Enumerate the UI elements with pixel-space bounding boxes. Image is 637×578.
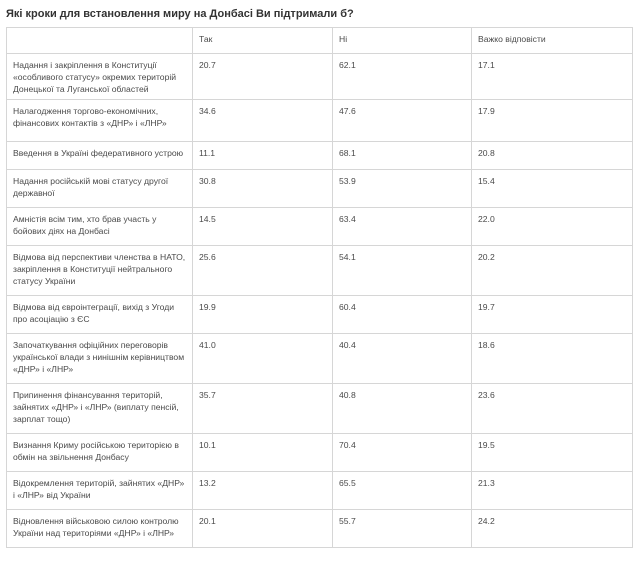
- value-hard-to-say: 22.0: [472, 208, 633, 246]
- value-no: 40.8: [333, 384, 472, 434]
- row-label: Відновлення військовою силою контролю України над територіями «ДНР» і «ЛНР»: [7, 510, 193, 548]
- value-yes: 20.1: [193, 510, 333, 548]
- value-yes: 10.1: [193, 434, 333, 472]
- table-header-row: [7, 28, 633, 54]
- value-yes: 41.0: [193, 334, 333, 384]
- table-row: [7, 142, 633, 170]
- row-label: Започаткування офіційних переговорів української влади з нинішнім керівництвом «ДНР» і «ЛНР»: [7, 334, 193, 384]
- value-no: 68.1: [333, 142, 472, 170]
- table-row: [7, 208, 633, 246]
- table-row: [7, 296, 633, 334]
- table-row: [7, 334, 633, 384]
- value-no: 63.4: [333, 208, 472, 246]
- value-no: 53.9: [333, 170, 472, 208]
- column-header-measure: [7, 28, 193, 54]
- table-row: [7, 54, 633, 100]
- value-yes: 30.8: [193, 170, 333, 208]
- row-label: Налагодження торгово-економічних, фінансових контактів з «ДНР» і «ЛНР»: [7, 100, 193, 142]
- value-yes: 11.1: [193, 142, 333, 170]
- value-no: 54.1: [333, 246, 472, 296]
- value-hard-to-say: 17.9: [472, 100, 633, 142]
- table-row: [7, 434, 633, 472]
- value-hard-to-say: 19.7: [472, 296, 633, 334]
- survey-table: [6, 27, 633, 548]
- table-row: [7, 100, 633, 142]
- row-label: Припинення фінансування територій, зайнятих «ДНР» і «ЛНР» (виплату пенсій, зарплат тощо): [7, 384, 193, 434]
- value-yes: 25.6: [193, 246, 333, 296]
- table-row: [7, 510, 633, 548]
- value-no: 60.4: [333, 296, 472, 334]
- table-row: [7, 246, 633, 296]
- table-row: [7, 170, 633, 208]
- value-yes: 14.5: [193, 208, 333, 246]
- table-row: [7, 384, 633, 434]
- row-label: Відокремлення територій, зайнятих «ДНР» і «ЛНР» від України: [7, 472, 193, 510]
- value-hard-to-say: 18.6: [472, 334, 633, 384]
- value-yes: 13.2: [193, 472, 333, 510]
- value-no: 62.1: [333, 54, 472, 100]
- table-row: [7, 472, 633, 510]
- row-label: Амністія всім тим, хто брав участь у бойових діях на Донбасі: [7, 208, 193, 246]
- value-hard-to-say: 23.6: [472, 384, 633, 434]
- page-title: Які кроки для встановлення миру на Донбасі Ви підтримали б?: [6, 8, 354, 20]
- value-no: 70.4: [333, 434, 472, 472]
- value-no: 65.5: [333, 472, 472, 510]
- value-hard-to-say: 21.3: [472, 472, 633, 510]
- value-hard-to-say: 17.1: [472, 54, 633, 100]
- value-no: 47.6: [333, 100, 472, 142]
- value-no: 55.7: [333, 510, 472, 548]
- row-label: Надання і закріплення в Конституції «особливого статусу» окремих територій Донецької та Луганської областей: [7, 54, 193, 100]
- value-hard-to-say: 15.4: [472, 170, 633, 208]
- value-hard-to-say: 24.2: [472, 510, 633, 548]
- row-label: Відмова від євроінтеграції, вихід з Угоди про асоціацію з ЄС: [7, 296, 193, 334]
- column-header-yes: Так: [193, 28, 333, 54]
- value-yes: 20.7: [193, 54, 333, 100]
- value-hard-to-say: 20.2: [472, 246, 633, 296]
- row-label: Надання російській мові статусу другої державної: [7, 170, 193, 208]
- table-body: [7, 54, 633, 548]
- column-header-hard-to-say: Важко відповісти: [472, 28, 633, 54]
- value-yes: 19.9: [193, 296, 333, 334]
- row-label: Відмова від перспективи членства в НАТО, закріплення в Конституції нейтрального статусу України: [7, 246, 193, 296]
- row-label: Введення в Україні федеративного устрою: [7, 142, 193, 170]
- value-yes: 34.6: [193, 100, 333, 142]
- value-hard-to-say: 19.5: [472, 434, 633, 472]
- value-no: 40.4: [333, 334, 472, 384]
- value-yes: 35.7: [193, 384, 333, 434]
- row-label: Визнання Криму російською територією в обмін на звільнення Донбасу: [7, 434, 193, 472]
- column-header-no: Ні: [333, 28, 472, 54]
- value-hard-to-say: 20.8: [472, 142, 633, 170]
